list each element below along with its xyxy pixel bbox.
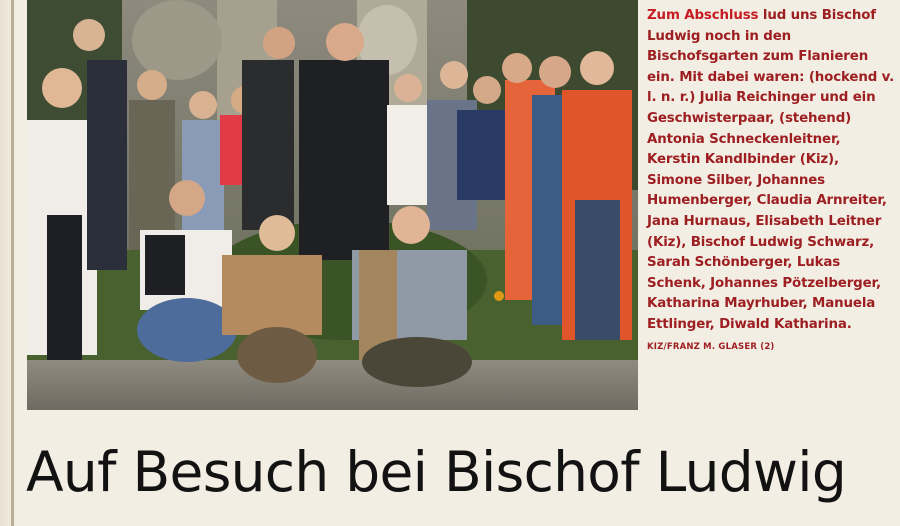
caption-text: lud uns Bischof Ludwig noch in den Bischofsgarten zum Flanieren ein. Mit dabei waren: (hockend v. l. n. r.) Julia Reichinger und ein Geschwisterpaar, (stehend) Antonia Schneckenleitner, Kerstin Kandlbinder (Kiz), Simone Silber, Johannes Humenberger, Claudia Arnreiter, Jana Hurnaus, Elisabeth Leitner (Kiz), Bischof Ludwig Schwarz, Sarah Schönberger, Lukas Schenk, Johannes Pötzelberger, Katharina Mayrhuber, Manuela Ettlinger, Diwald Katharina.: [647, 8, 895, 332]
page-edge-rule: [11, 0, 14, 526]
group-photo: [27, 0, 638, 410]
caption-lead: Zum Abschluss: [647, 8, 759, 23]
photo-credit: KIZ/FRANZ M. GLASER (2): [647, 341, 775, 352]
photo-caption: [647, 6, 895, 416]
article-headline: Auf Besuch bei Bischof Ludwig: [26, 440, 847, 504]
